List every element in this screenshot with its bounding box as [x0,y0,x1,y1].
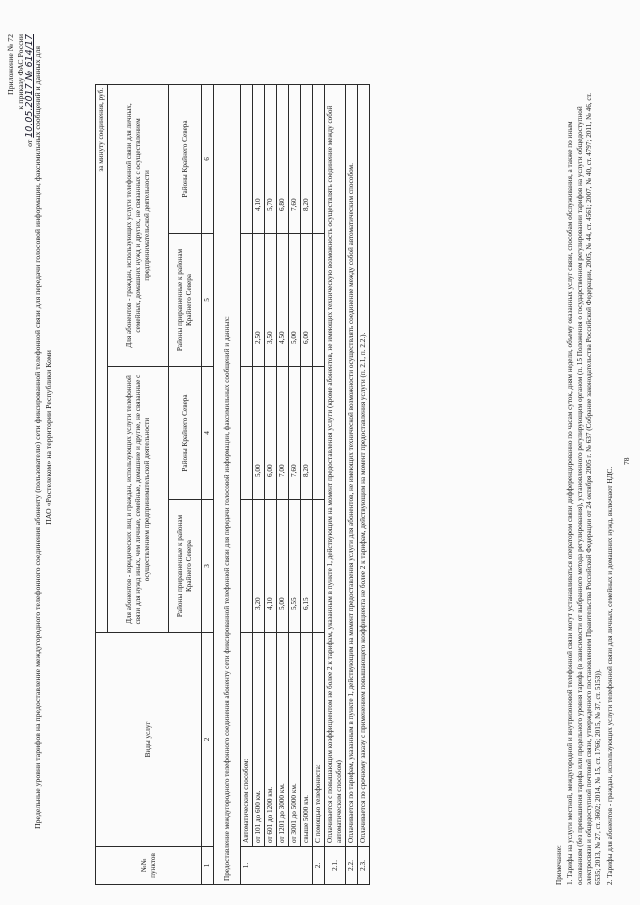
distance-label: от 3001 до 5000 км. [289,633,301,847]
row-number: 1. [241,847,253,885]
row-number: 2.3. [358,847,370,885]
tariff-value: 6,80 [277,84,289,233]
row-text: Оплачивается по срочному заказу с применением повышающего коэффициента не более 2 к тарифам, действующим на момент предоставления услуги (п. 2.1, п. 2.2.). [358,84,370,846]
column-number: 4 [202,367,214,500]
column-number: 3 [202,500,214,633]
table-row [253,84,265,884]
col-header-service: Виды услуг [96,633,202,847]
table-row [265,84,277,884]
tariff-value: 7,60 [289,367,301,500]
tariff-table [95,84,370,885]
row-number: 2. [313,847,325,885]
subheader-far-north: Районы Крайнего Севера [169,367,202,500]
order-reference: к приказу ФАС России [16,34,25,110]
tariff-value: 5,00 [253,367,265,500]
column-number: 6 [202,84,214,233]
row-label: Автоматическим способом: [241,633,253,847]
row-number: 2.2. [346,847,358,885]
tariff-value: 6,15 [301,500,313,633]
notes-heading: Примечание: [555,845,563,885]
note-2: 2. Тарифы для абонентов - граждан, использующих услуги телефонной связи для личных, семейных и домашних нужд, включают НДС. [605,466,614,885]
row-number: 2.1. [325,847,346,885]
distance-label: от 101 до 600 км. [253,633,265,847]
column-number: 2 [202,633,214,847]
units-label: за минуту соединения, руб. [96,84,108,632]
tariff-value: 3,50 [265,234,277,367]
subheader-far-north: Районы Крайнего Севера [169,84,202,233]
handwritten-date: 10.05.2017 № 614/17 [24,34,35,138]
tariff-value: 8,20 [301,367,313,500]
tariff-value: 4,50 [277,234,289,367]
column-number-row [202,84,214,884]
tariff-value: 2,50 [253,234,265,367]
date-prefix: от [25,139,34,147]
row-text: Оплачивается по тарифам, указанным в пункте 1, действующим на момент предоставления услуги для абонентов, не имеющих технической возможности осуществлять соединение между собой автоматическим способом. [346,84,358,846]
distance-label: от 601 до 1200 км. [265,633,277,847]
tariff-value: 4,10 [253,84,265,233]
group-header-business: Для абонентов - юридических лиц и граждан, использующих услуги телефонной связи для нужд иных, чем личные, семейные, домашние и другие, не связанные с осуществлением предпринимательской деятельности [108,367,169,633]
document-title: Предельные уровни тарифов на предоставление междугородного телефонного соединения абоненту (пользователю) сети фиксированной телефонной связи для передачи голосовой информации, факсимильных сообщений и данных для ПАО «Ростелеком» на территории Республики Коми [33,46,53,829]
page-number: 78 [622,457,631,465]
tariff-value: 5,70 [265,84,277,233]
tariff-value: 6,00 [301,234,313,367]
col-header-number: №№ пунктов [96,847,202,885]
tariff-value: 3,20 [253,500,265,633]
group-header-citizens: Для абонентов - граждан, использующих услуги телефонной связи для личных, семейных, домашних нужд и других, не связанных с осуществлением предпринимательской деятельности [108,84,169,366]
appendix-label: Приложение № 72 [6,34,15,95]
tariff-value: 6,00 [265,367,277,500]
tariff-value: 5,00 [289,234,301,367]
table-row [289,84,301,884]
column-number: 5 [202,234,214,367]
table-row [301,84,313,884]
tariff-value: 8,20 [301,84,313,233]
note-1: 1. Тарифы на услуги местной, междугородной и внутризоновой телефонной связи могут устанавливаться оператором связи дифференцированно по часам суток, дням недели, объему оказанных услуг связи, способам обслуживания, а также по иным основаниям (без превышения тарифа или предельного уровня тарифа (в зависимости от выбранного метода регулирования), установленного регулирующим органом (п. 15 Положения о государственном регулировании тарифов на услуги общедоступной электросвязи и общедоступной почтовой связи, утвержденного постановлением Правительства Российской Федерации от 24 октября 2005 г. № 637 (Собрание законодательства Российской Федерации, 2005, № 44, ст. 4561; 2007, № 40, ст. 4797; 2011, № 46, ст. 6535; 2013, № 27, ст. 3602; 2014, № 15, ст. 1766; 2015, № 37, ст. 5153)). [566,93,603,885]
table-row [277,84,289,884]
row-label: С помощью телефониста: [313,633,325,847]
tariff-value: 7,00 [277,367,289,500]
column-number: 1 [202,847,214,885]
distance-label: от 1201 до 3000 км. [277,633,289,847]
row-text: Оплачивается с повышающим коэффициентом не более 2 к тарифам, указанным в пункте 1, действующим на момент предоставления услуги (кроме абонентов, не имеющих техническую возможность осуществлять соединение между собой автоматическим способом) [325,84,346,846]
distance-label: свыше 5000 км. [301,633,313,847]
subheader-equivalent-north: Районы приравненные к районам Крайнего Севера [169,234,202,367]
tariff-value: 4,10 [265,500,277,633]
section-title: Предоставление междугородного телефонного соединения абоненту сети фиксированной телефонной связи для передачи голосовой информации, факсимильных сообщений и данных: [214,84,241,884]
subheader-equivalent-north: Районы приравненные к районам Крайнего Севера [169,500,202,633]
tariff-value: 7,60 [289,84,301,233]
tariff-value: 5,00 [277,500,289,633]
notes-section [555,85,617,885]
tariff-value: 5,55 [289,500,301,633]
